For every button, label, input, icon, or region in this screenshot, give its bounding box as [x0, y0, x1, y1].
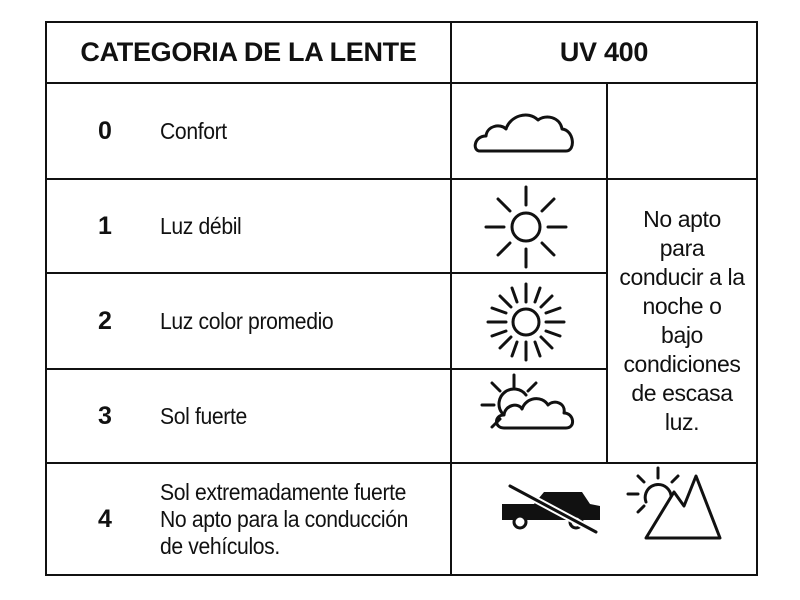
- header-category: CATEGORIA DE LA LENTE: [80, 37, 417, 67]
- note-line: No apto: [643, 206, 721, 232]
- category-number-2: 2: [98, 306, 112, 335]
- no-driving-car-icon: [500, 482, 604, 536]
- header-uv400: UV 400: [559, 37, 649, 67]
- sun-behind-cloud-icon: [480, 373, 576, 433]
- note-line: condiciones: [623, 351, 741, 377]
- bright-sun-icon: [484, 280, 568, 364]
- category-description-4: [160, 464, 408, 574]
- category-description-1: Luz débil: [160, 212, 242, 239]
- note-line: para: [659, 235, 705, 261]
- description-line: de vehículos.: [160, 532, 280, 559]
- note-line: noche o: [642, 293, 722, 319]
- category-description-0: Confort: [160, 117, 227, 144]
- note-line: de escasa: [631, 380, 733, 406]
- note-line: conducir a la: [619, 264, 745, 290]
- category-number-3: 3: [98, 401, 112, 430]
- column-divider-main: [450, 21, 452, 576]
- note-line: luz.: [664, 409, 700, 435]
- cloud-icon: [474, 108, 576, 154]
- row-divider-2: [45, 368, 607, 370]
- night-driving-warning: [608, 180, 756, 462]
- description-line: Sol extremadamente fuerte: [160, 478, 407, 505]
- category-description-3: Sol fuerte: [160, 402, 247, 429]
- header-divider: [45, 82, 758, 84]
- sun-over-mountain-icon: [626, 466, 726, 542]
- sun-icon: [484, 185, 568, 269]
- category-number-4: 4: [98, 504, 112, 533]
- note-line: bajo: [661, 322, 703, 348]
- description-line: No apto para la conducción: [160, 505, 409, 532]
- category-number-0: 0: [98, 116, 112, 145]
- category-number-1: 1: [98, 211, 112, 240]
- category-description-2: Luz color promedio: [160, 307, 334, 334]
